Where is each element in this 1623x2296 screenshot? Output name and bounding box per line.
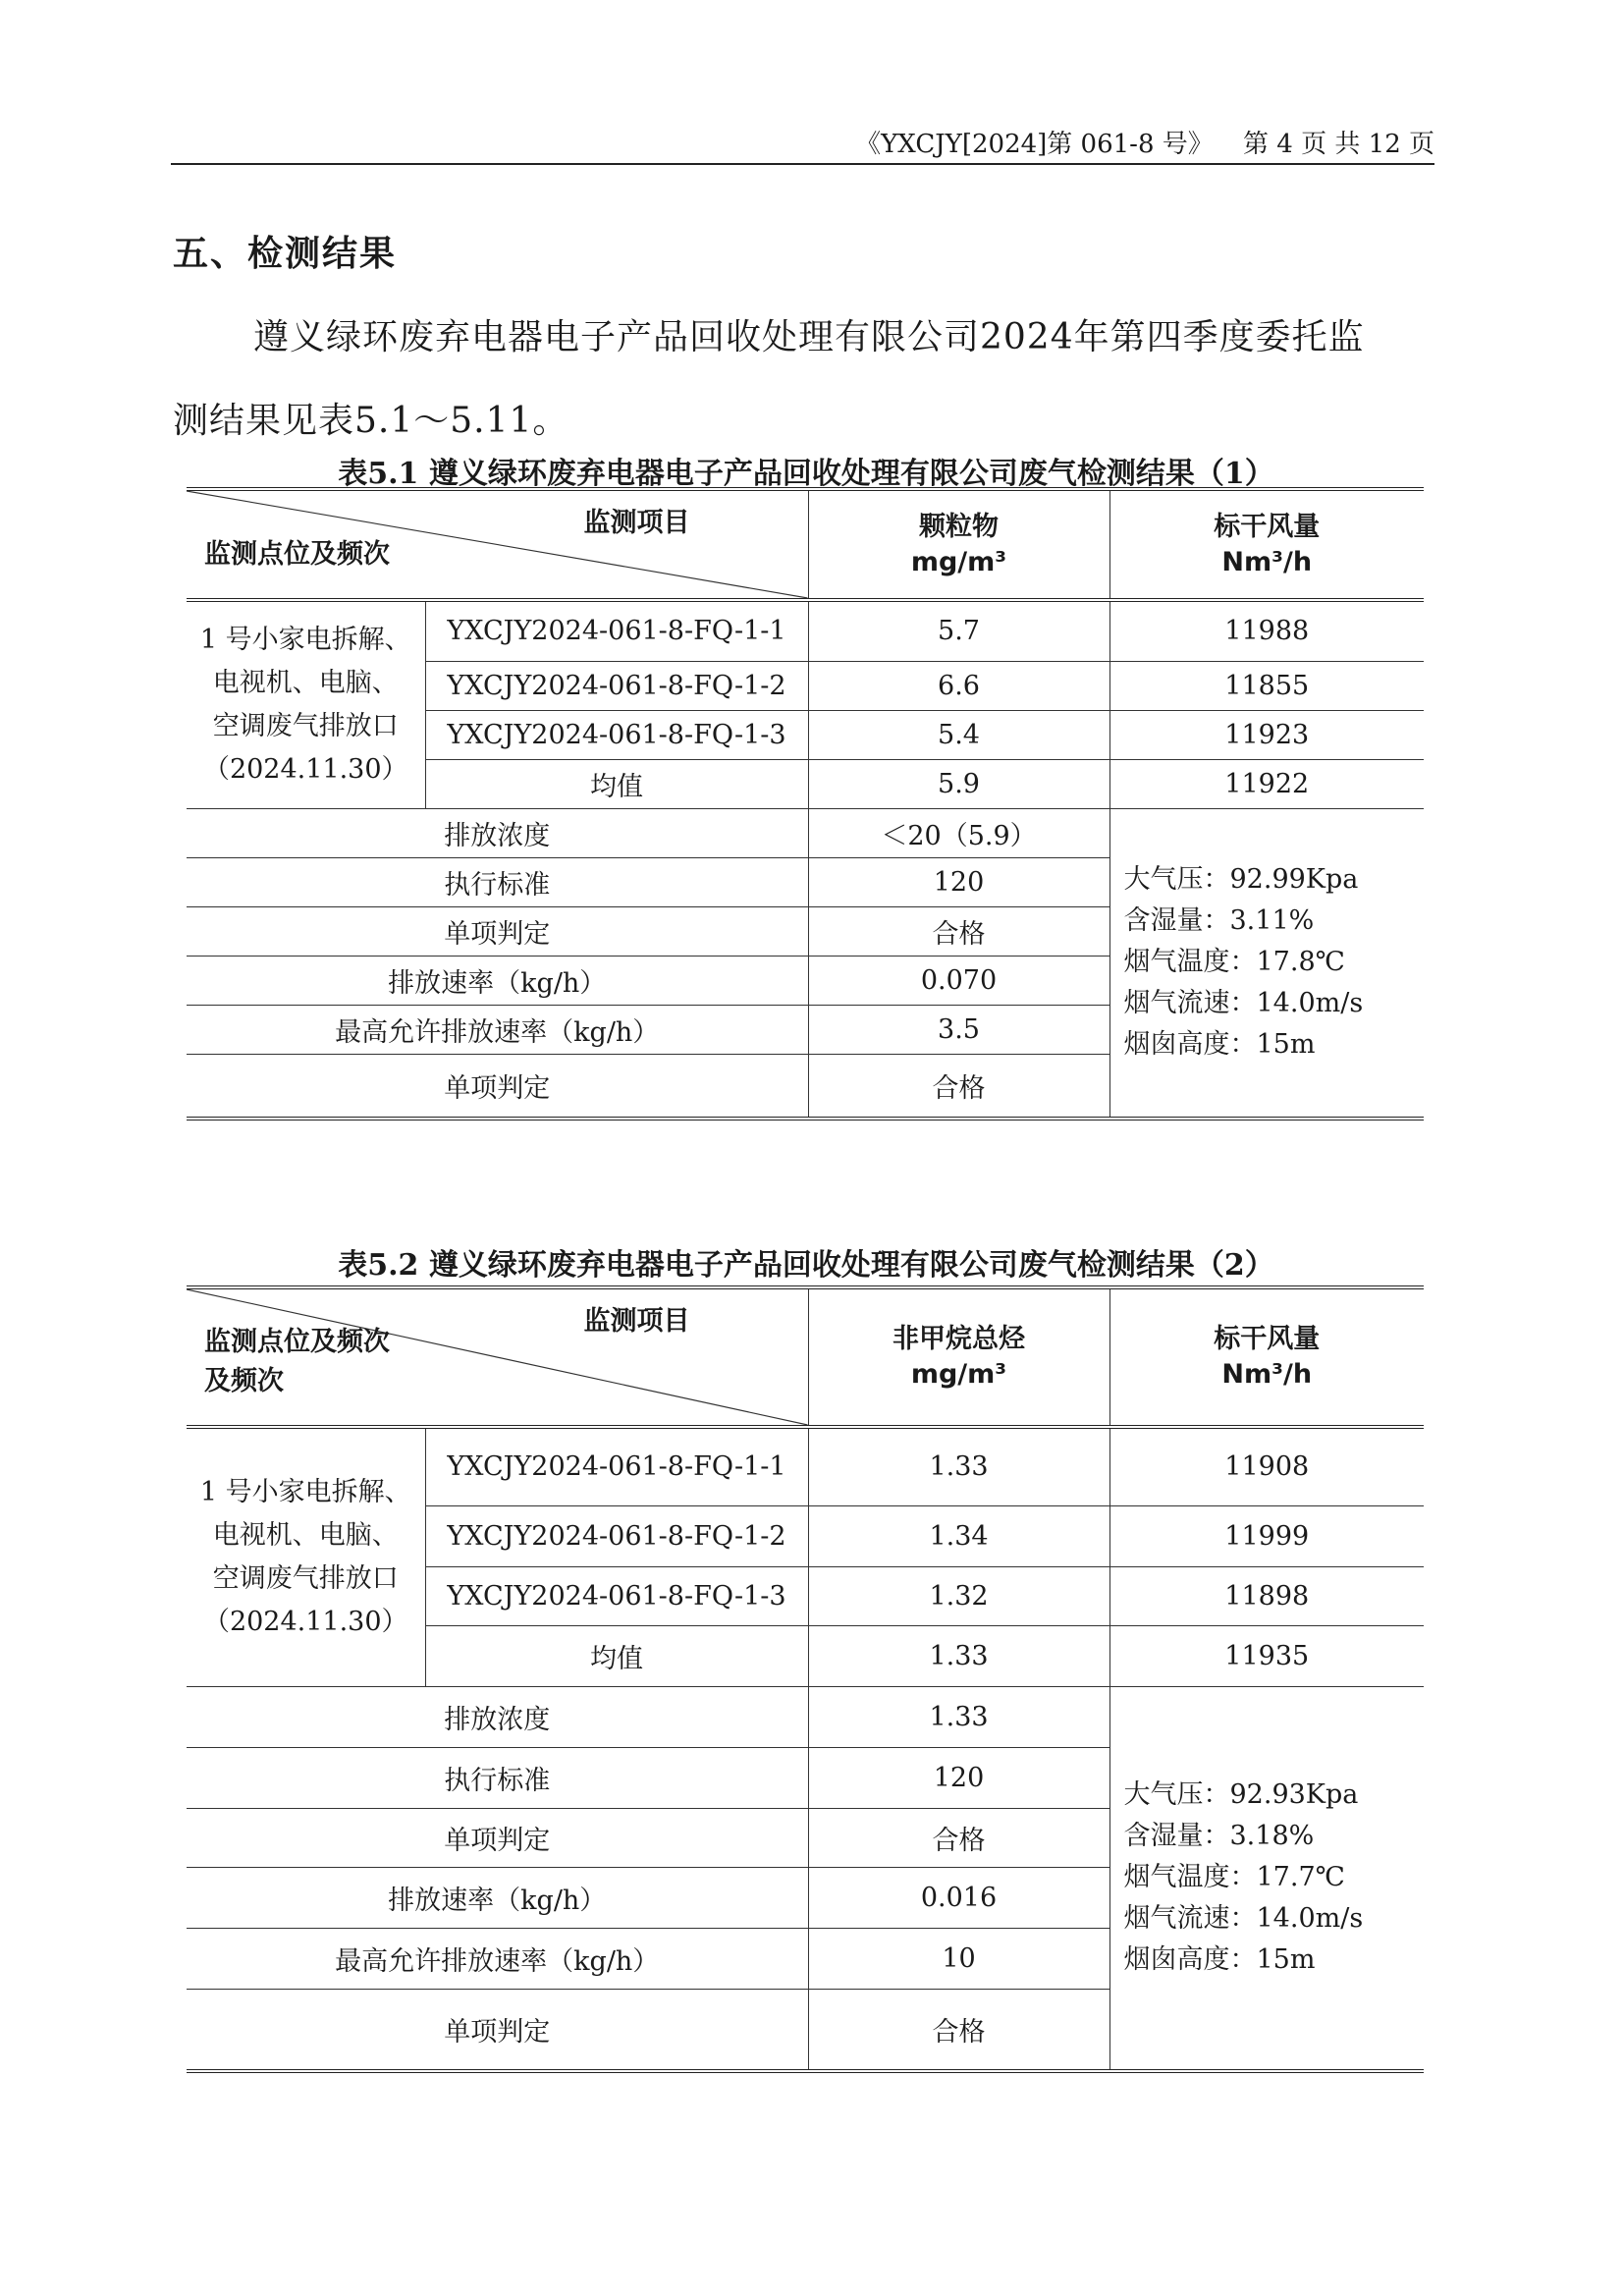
col-header-1-unit: mg/m³ bbox=[910, 1359, 1007, 1390]
summary-value: 合格 bbox=[808, 1989, 1109, 2071]
location-line: （2024.11.30） bbox=[202, 1606, 408, 1637]
intro-line-2: 测结果见表5.1～5.11。 bbox=[173, 401, 569, 441]
summary-value: 0.070 bbox=[808, 956, 1109, 1005]
corner-bottom-label: 监测点位及频次 及频次 bbox=[204, 1327, 390, 1396]
col-header-2 bbox=[1109, 1287, 1424, 1427]
col-header-2 bbox=[1109, 489, 1424, 600]
report-number: 《YXCJY[2024]第 061-8 号》 bbox=[855, 130, 1214, 159]
summary-value: 合格 bbox=[808, 906, 1109, 956]
mean-value-1: 5.9 bbox=[808, 759, 1109, 808]
location-line: 电视机、电脑、 bbox=[212, 667, 399, 698]
sample-value-2: 11898 bbox=[1109, 1566, 1424, 1625]
page-header bbox=[171, 124, 1434, 165]
condition-line: 含湿量：3.18% bbox=[1123, 1821, 1315, 1852]
col-header-2-name: 标干风量 bbox=[1214, 511, 1321, 542]
table-caption-2: 表5.2 遵义绿环废弃电器电子产品回收处理有限公司废气检测结果（2） bbox=[338, 1248, 1274, 1283]
col-header-2-unit: Nm³/h bbox=[1221, 546, 1313, 577]
corner-top-label: 监测项目 bbox=[583, 508, 690, 538]
sample-value-1: 6.6 bbox=[808, 661, 1109, 710]
sample-value-1: 5.7 bbox=[808, 600, 1109, 661]
col-header-1 bbox=[808, 489, 1109, 600]
corner-top-label: 监测项目 bbox=[583, 1306, 690, 1337]
summary-label: 最高允许排放速率（kg/h） bbox=[187, 1928, 808, 1989]
summary-label: 排放速率（kg/h） bbox=[187, 1867, 808, 1928]
summary-value: 1.33 bbox=[808, 1686, 1109, 1747]
condition-line: 烟囱高度：15m bbox=[1123, 1029, 1316, 1061]
sample-value-2: 11999 bbox=[1109, 1505, 1424, 1566]
condition-line: 含湿量：3.11% bbox=[1123, 905, 1315, 937]
condition-line: 烟气温度：17.8℃ bbox=[1123, 947, 1345, 978]
condition-line: 大气压：92.99Kpa bbox=[1123, 864, 1359, 896]
sample-id: YXCJY2024-061-8-FQ-1-1 bbox=[425, 1427, 808, 1505]
summary-value: 120 bbox=[808, 1747, 1109, 1808]
condition-line: 烟气流速：14.0m/s bbox=[1123, 988, 1364, 1019]
sample-id: YXCJY2024-061-8-FQ-1-1 bbox=[425, 600, 808, 661]
col-header-1-name: 颗粒物 bbox=[919, 511, 999, 542]
col-header-1-unit: mg/m³ bbox=[910, 546, 1007, 577]
summary-label: 排放速率（kg/h） bbox=[187, 956, 808, 1005]
summary-label: 排放浓度 bbox=[187, 808, 808, 857]
sample-value-1: 5.4 bbox=[808, 710, 1109, 759]
condition-line: 烟气温度：17.7℃ bbox=[1123, 1862, 1345, 1893]
mean-label: 均值 bbox=[425, 759, 808, 808]
summary-label: 单项判定 bbox=[187, 906, 808, 956]
condition-line: 烟囱高度：15m bbox=[1123, 1944, 1316, 1976]
results-table-1 bbox=[187, 487, 1424, 1121]
location-cell bbox=[187, 600, 425, 808]
summary-label: 单项判定 bbox=[187, 1808, 808, 1867]
sample-id: YXCJY2024-061-8-FQ-1-3 bbox=[425, 710, 808, 759]
location-cell bbox=[187, 1427, 425, 1686]
conditions-cell bbox=[1109, 808, 1424, 1119]
summary-value: 120 bbox=[808, 857, 1109, 906]
summary-label: 排放浓度 bbox=[187, 1686, 808, 1747]
col-header-1 bbox=[808, 1287, 1109, 1427]
summary-label: 最高允许排放速率（kg/h） bbox=[187, 1005, 808, 1054]
summary-value: 0.016 bbox=[808, 1867, 1109, 1928]
summary-label: 单项判定 bbox=[187, 1989, 808, 2071]
page-number: 第 4 页 共 12 页 bbox=[1243, 130, 1434, 159]
summary-label: 执行标准 bbox=[187, 1747, 808, 1808]
location-line: 1 号小家电拆解、 bbox=[199, 624, 411, 655]
summary-value: 合格 bbox=[808, 1054, 1109, 1119]
summary-value: ＜20（5.9） bbox=[808, 808, 1109, 857]
sample-value-1: 1.33 bbox=[808, 1427, 1109, 1505]
location-line: 空调废气排放口 bbox=[212, 710, 399, 741]
location-line: （2024.11.30） bbox=[202, 753, 408, 785]
col-header-1-name: 非甲烷总烃 bbox=[893, 1324, 1025, 1354]
col-header-2-unit: Nm³/h bbox=[1221, 1359, 1313, 1390]
conditions-cell bbox=[1109, 1686, 1424, 2071]
sample-value-2: 11923 bbox=[1109, 710, 1424, 759]
corner-header bbox=[187, 1287, 808, 1427]
condition-line: 烟气流速：14.0m/s bbox=[1123, 1903, 1364, 1935]
location-line: 电视机、电脑、 bbox=[212, 1519, 399, 1551]
summary-value: 3.5 bbox=[808, 1005, 1109, 1054]
sample-value-2: 11855 bbox=[1109, 661, 1424, 710]
sample-id: YXCJY2024-061-8-FQ-1-3 bbox=[425, 1566, 808, 1625]
sample-value-1: 1.32 bbox=[808, 1566, 1109, 1625]
mean-value-2: 11935 bbox=[1109, 1625, 1424, 1686]
summary-label: 执行标准 bbox=[187, 857, 808, 906]
corner-bottom-label: 监测点位及频次 bbox=[204, 539, 390, 570]
intro-line-1: 遵义绿环废弃电器电子产品回收处理有限公司2024年第四季度委托监 bbox=[253, 317, 1365, 357]
results-table-2 bbox=[187, 1285, 1424, 2073]
sample-value-1: 1.34 bbox=[808, 1505, 1109, 1566]
sample-value-2: 11908 bbox=[1109, 1427, 1424, 1505]
location-line: 1 号小家电拆解、 bbox=[199, 1476, 411, 1507]
mean-value-2: 11922 bbox=[1109, 759, 1424, 808]
corner-header bbox=[187, 489, 808, 600]
section-title: 五、检测结果 bbox=[173, 234, 398, 274]
location-line: 空调废气排放口 bbox=[212, 1562, 399, 1594]
col-header-2-name: 标干风量 bbox=[1214, 1324, 1321, 1354]
summary-label: 单项判定 bbox=[187, 1054, 808, 1119]
sample-id: YXCJY2024-061-8-FQ-1-2 bbox=[425, 1505, 808, 1566]
table-caption-1: 表5.1 遵义绿环废弃电器电子产品回收处理有限公司废气检测结果（1） bbox=[338, 457, 1274, 491]
summary-value: 10 bbox=[808, 1928, 1109, 1989]
condition-line: 大气压：92.93Kpa bbox=[1123, 1779, 1359, 1811]
sample-id: YXCJY2024-061-8-FQ-1-2 bbox=[425, 661, 808, 710]
sample-value-2: 11988 bbox=[1109, 600, 1424, 661]
mean-label: 均值 bbox=[425, 1625, 808, 1686]
summary-value: 合格 bbox=[808, 1808, 1109, 1867]
mean-value-1: 1.33 bbox=[808, 1625, 1109, 1686]
